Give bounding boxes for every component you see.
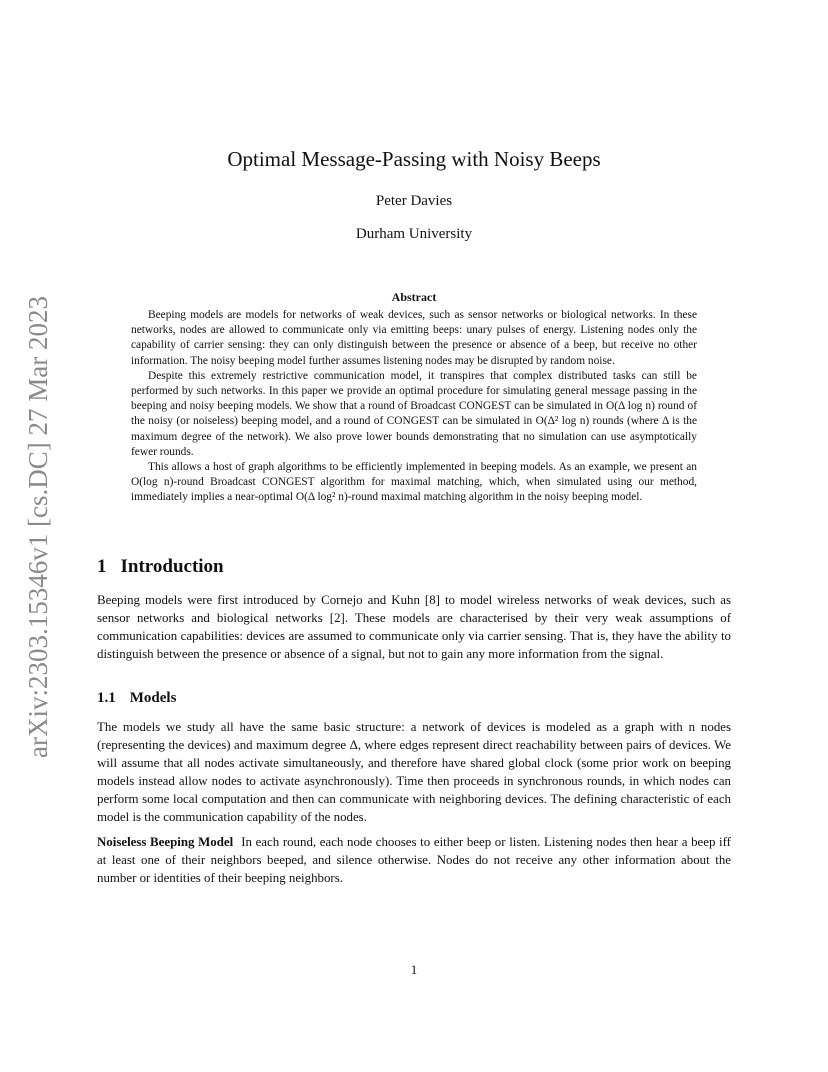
abstract-body [131,308,697,506]
paper-title: Optimal Message-Passing with Noisy Beeps [227,147,601,171]
abstract-paragraph: Despite this extremely restrictive communication model, it transpires that complex distributed tasks can still be performed by such networks. In this paper we provide an optimal procedure for simulating general message passing in the beeping and noisy beeping models. We show that a round of Broadcast CONGEST can be simulated in O(Δ log n) round of the noisy (or noiseless) beeping model, and a round of CONGEST can be simulated in O(Δ² log n) rounds (where Δ is the maximum degree of the network). We also prove lower bounds demonstrating that no simulation can use asymptotically fewer rounds. [131,369,697,458]
section-title: Introduction [120,556,224,577]
section-heading [97,556,224,578]
arxiv-identifier: arXiv:2303.15346v1 [cs.DC] 27 Mar 2023 [23,296,53,758]
page-number: 1 [410,962,418,977]
author-name: Peter Davies [375,193,453,209]
paragraph-heading: Noiseless Beeping Model [97,835,234,849]
body-paragraph: Beeping models were first introduced by Cornejo and Kuhn [8] to model wireless networks of weak devices, such as sensor networks and biological networks [2]. These models are characterised by their very weak assumptions of communication capabilities: devices are assumed to communicate only via carrier sensing. That is, they have the ability to distinguish between the presence or absence of a signal, but not to gain any more information from the signal. [97,593,731,661]
subsection-heading [97,690,176,707]
abstract-heading: Abstract [391,290,437,304]
paragraph-text: In each round, each node chooses to either beep or listen. Listening nodes then hear a beep iff at least one of their neighbors beeped, and silence otherwise. Nodes do not receive any other information about the number or identities of their beeping neighbors. [97,835,731,885]
abstract-paragraph: This allows a host of graph algorithms to be efficiently implemented in beeping models. As an example, we present an O(log n)-round Broadcast CONGEST algorithm for maximal matching, which, when simulated using our method, immediately implies a near-optimal O(Δ log² n)-round maximal matching algorithm in the noisy beeping model. [131,461,697,504]
models-text [97,718,731,826]
body-paragraph [97,833,731,887]
body-paragraph: The models we study all have the same basic structure: a network of devices is modeled as a graph with n nodes (representing the devices) and maximum degree Δ, where edges represent direct reachability between pairs of devices. We will assume that all nodes activate simultaneously, and therefore have shared global clock (some prior work on beeping models instead allow nodes to activate asynchronously). Time then proceeds in synchronous rounds, in which nodes can perform some local computation and then can communicate with neighboring devices. The defining characteristic of each model is the communication capability of the nodes. [97,720,731,824]
author-affiliation: Durham University [355,226,473,242]
section-number: 1 [97,556,107,577]
subsection-title: Models [129,690,177,706]
subsection-number: 1.1 [97,690,116,706]
introduction-text [97,591,731,663]
noiseless-model-text [97,833,731,887]
abstract-paragraph: Beeping models are models for networks of weak devices, such as sensor networks or biological networks. In these networks, nodes are allowed to communicate only via emitting beeps: unary pulses of energy. Listening nodes only the capability of carrier sensing: they can only distinguish between the presence or absence of a beep, but receive no other information. The noisy beeping model further assumes listening nodes may be disrupted by random noise. [131,309,697,367]
